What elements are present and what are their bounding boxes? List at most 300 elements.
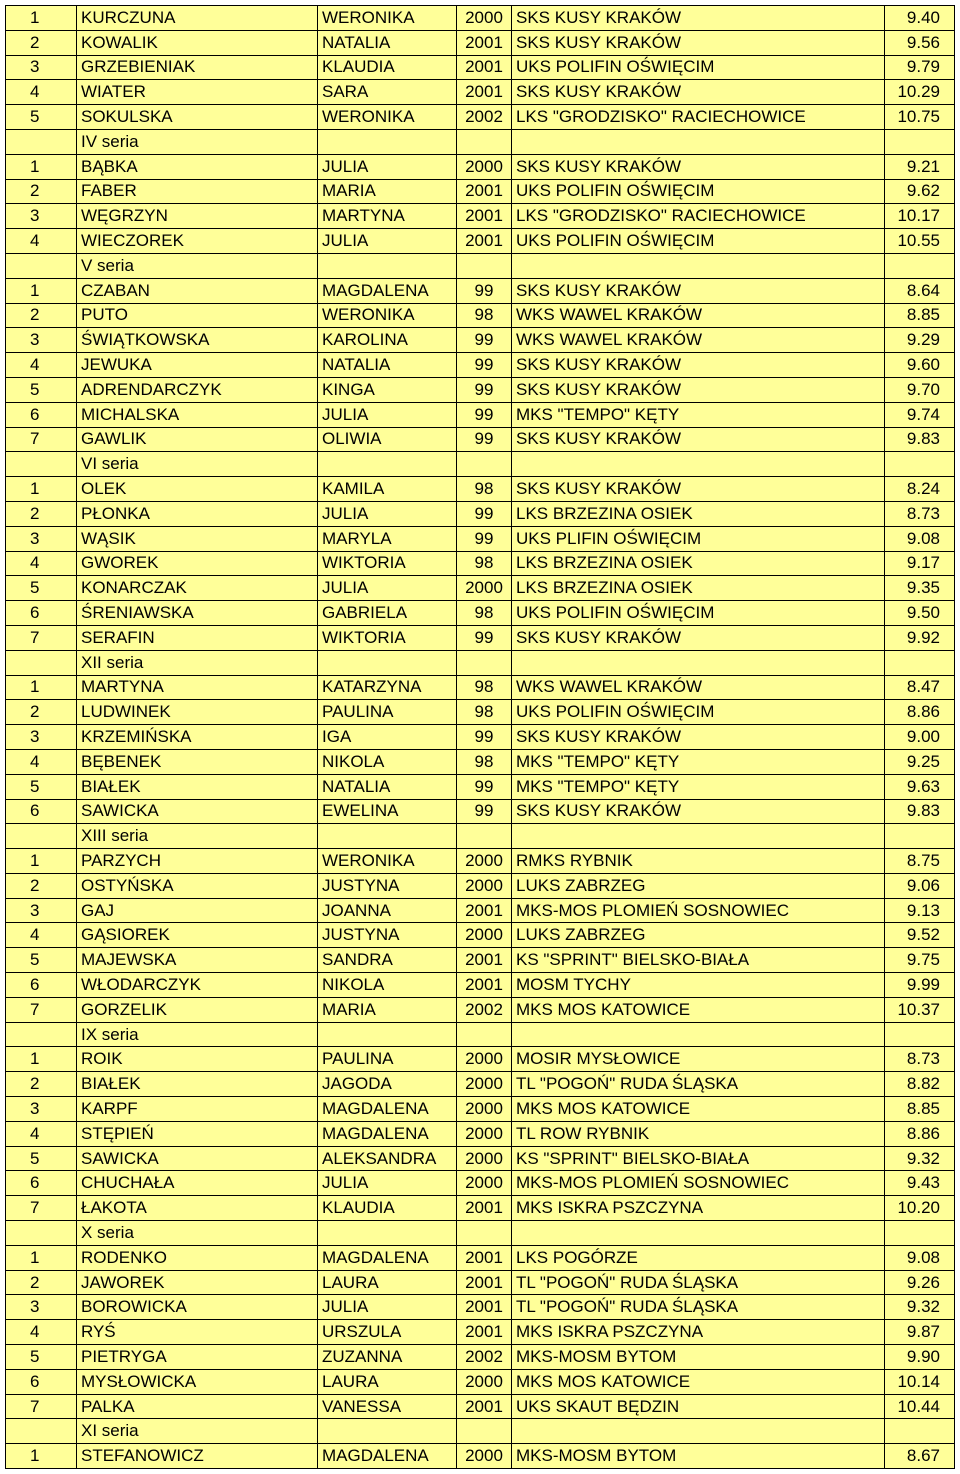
birth-year-cell: 98 bbox=[457, 749, 512, 774]
empty-cell bbox=[885, 452, 955, 477]
birth-year-cell: 99 bbox=[457, 625, 512, 650]
surname-cell: BĘBENEK bbox=[77, 749, 318, 774]
empty-cell bbox=[512, 1022, 885, 1047]
birth-year-cell: 2001 bbox=[457, 229, 512, 254]
time-cell: 9.06 bbox=[885, 873, 955, 898]
series-label: V seria bbox=[77, 253, 318, 278]
first-name-cell: JULIA bbox=[318, 402, 457, 427]
place-cell: 7 bbox=[6, 625, 77, 650]
place-cell: 4 bbox=[6, 353, 77, 378]
result-row bbox=[6, 948, 955, 973]
club-cell: MKS "TEMPO" KĘTY bbox=[512, 749, 885, 774]
first-name-cell: JULIA bbox=[318, 576, 457, 601]
birth-year-cell: 2001 bbox=[457, 1295, 512, 1320]
place-cell: 6 bbox=[6, 1369, 77, 1394]
empty-cell bbox=[457, 650, 512, 675]
series-header-row bbox=[6, 1221, 955, 1246]
first-name-cell: JULIA bbox=[318, 154, 457, 179]
surname-cell: MYSŁOWICKA bbox=[77, 1369, 318, 1394]
birth-year-cell: 2001 bbox=[457, 1196, 512, 1221]
result-row bbox=[6, 1047, 955, 1072]
surname-cell: GORZELIK bbox=[77, 997, 318, 1022]
first-name-cell: JOANNA bbox=[318, 898, 457, 923]
surname-cell: ADRENDARCZYK bbox=[77, 377, 318, 402]
time-cell: 10.55 bbox=[885, 229, 955, 254]
surname-cell: CZABAN bbox=[77, 278, 318, 303]
series-header-row bbox=[6, 452, 955, 477]
surname-cell: PALKA bbox=[77, 1394, 318, 1419]
first-name-cell: WIKTORIA bbox=[318, 625, 457, 650]
surname-cell: CHUCHAŁA bbox=[77, 1171, 318, 1196]
club-cell: MKS-MOS PLOMIEŃ SOSNOWIEC bbox=[512, 898, 885, 923]
birth-year-cell: 98 bbox=[457, 601, 512, 626]
result-row bbox=[6, 774, 955, 799]
result-row bbox=[6, 1171, 955, 1196]
place-cell: 2 bbox=[6, 1270, 77, 1295]
result-row bbox=[6, 477, 955, 502]
place-cell: 4 bbox=[6, 229, 77, 254]
series-label: IV seria bbox=[77, 129, 318, 154]
place-cell: 3 bbox=[6, 725, 77, 750]
surname-cell: ROIK bbox=[77, 1047, 318, 1072]
place-cell bbox=[6, 1022, 77, 1047]
result-row bbox=[6, 377, 955, 402]
place-cell bbox=[6, 1221, 77, 1246]
result-row bbox=[6, 576, 955, 601]
birth-year-cell: 2000 bbox=[457, 1171, 512, 1196]
birth-year-cell: 99 bbox=[457, 526, 512, 551]
first-name-cell: OLIWIA bbox=[318, 427, 457, 452]
surname-cell: ŁAKOTA bbox=[77, 1196, 318, 1221]
result-row bbox=[6, 1369, 955, 1394]
birth-year-cell: 99 bbox=[457, 353, 512, 378]
surname-cell: BIAŁEK bbox=[77, 774, 318, 799]
place-cell: 1 bbox=[6, 675, 77, 700]
empty-cell bbox=[457, 1022, 512, 1047]
result-row bbox=[6, 1245, 955, 1270]
place-cell bbox=[6, 650, 77, 675]
result-row bbox=[6, 700, 955, 725]
club-cell: MKS ISKRA PSZCZYNA bbox=[512, 1196, 885, 1221]
empty-cell bbox=[885, 1022, 955, 1047]
surname-cell: GWOREK bbox=[77, 551, 318, 576]
birth-year-cell: 2000 bbox=[457, 1444, 512, 1469]
empty-cell bbox=[318, 129, 457, 154]
empty-cell bbox=[512, 1419, 885, 1444]
place-cell: 5 bbox=[6, 948, 77, 973]
first-name-cell: PAULINA bbox=[318, 700, 457, 725]
first-name-cell: EWELINA bbox=[318, 799, 457, 824]
time-cell: 8.85 bbox=[885, 303, 955, 328]
result-row bbox=[6, 501, 955, 526]
birth-year-cell: 99 bbox=[457, 501, 512, 526]
birth-year-cell: 2001 bbox=[457, 30, 512, 55]
result-row bbox=[6, 278, 955, 303]
result-row bbox=[6, 229, 955, 254]
first-name-cell: KATARZYNA bbox=[318, 675, 457, 700]
time-cell: 8.86 bbox=[885, 1121, 955, 1146]
club-cell: TL "POGOŃ" RUDA ŚLĄSKA bbox=[512, 1295, 885, 1320]
time-cell: 9.83 bbox=[885, 427, 955, 452]
result-row bbox=[6, 80, 955, 105]
club-cell: SKS KUSY KRAKÓW bbox=[512, 30, 885, 55]
result-row bbox=[6, 328, 955, 353]
surname-cell: MICHALSKA bbox=[77, 402, 318, 427]
result-row bbox=[6, 1121, 955, 1146]
surname-cell: PUTO bbox=[77, 303, 318, 328]
surname-cell: KRZEMIŃSKA bbox=[77, 725, 318, 750]
first-name-cell: KAROLINA bbox=[318, 328, 457, 353]
result-row bbox=[6, 1320, 955, 1345]
result-row bbox=[6, 105, 955, 130]
empty-cell bbox=[318, 1022, 457, 1047]
surname-cell: MARTYNA bbox=[77, 675, 318, 700]
empty-cell bbox=[885, 824, 955, 849]
club-cell: SKS KUSY KRAKÓW bbox=[512, 477, 885, 502]
place-cell: 1 bbox=[6, 1245, 77, 1270]
time-cell: 9.13 bbox=[885, 898, 955, 923]
place-cell: 4 bbox=[6, 80, 77, 105]
time-cell: 10.20 bbox=[885, 1196, 955, 1221]
birth-year-cell: 98 bbox=[457, 303, 512, 328]
result-row bbox=[6, 1097, 955, 1122]
club-cell: UKS POLIFIN OŚWIĘCIM bbox=[512, 700, 885, 725]
birth-year-cell: 2000 bbox=[457, 1121, 512, 1146]
surname-cell: SAWICKA bbox=[77, 1146, 318, 1171]
time-cell: 10.44 bbox=[885, 1394, 955, 1419]
time-cell: 9.92 bbox=[885, 625, 955, 650]
birth-year-cell: 2001 bbox=[457, 204, 512, 229]
place-cell bbox=[6, 824, 77, 849]
place-cell: 6 bbox=[6, 601, 77, 626]
first-name-cell: KLAUDIA bbox=[318, 55, 457, 80]
club-cell: UKS SKAUT BĘDZIN bbox=[512, 1394, 885, 1419]
series-label: IX seria bbox=[77, 1022, 318, 1047]
empty-cell bbox=[512, 1221, 885, 1246]
surname-cell: JAWOREK bbox=[77, 1270, 318, 1295]
club-cell: LKS BRZEZINA OSIEK bbox=[512, 551, 885, 576]
result-row bbox=[6, 402, 955, 427]
series-label: XIII seria bbox=[77, 824, 318, 849]
club-cell: LKS "GRODZISKO" RACIECHOWICE bbox=[512, 105, 885, 130]
series-header-row bbox=[6, 253, 955, 278]
place-cell: 2 bbox=[6, 30, 77, 55]
time-cell: 9.74 bbox=[885, 402, 955, 427]
result-row bbox=[6, 526, 955, 551]
surname-cell: BOROWICKA bbox=[77, 1295, 318, 1320]
empty-cell bbox=[318, 452, 457, 477]
birth-year-cell: 98 bbox=[457, 551, 512, 576]
result-row bbox=[6, 973, 955, 998]
result-row bbox=[6, 1270, 955, 1295]
place-cell: 4 bbox=[6, 551, 77, 576]
first-name-cell: SANDRA bbox=[318, 948, 457, 973]
first-name-cell: JULIA bbox=[318, 501, 457, 526]
time-cell: 10.14 bbox=[885, 1369, 955, 1394]
time-cell: 9.21 bbox=[885, 154, 955, 179]
first-name-cell: NIKOLA bbox=[318, 749, 457, 774]
surname-cell: GAWLIK bbox=[77, 427, 318, 452]
place-cell: 5 bbox=[6, 1345, 77, 1370]
birth-year-cell: 99 bbox=[457, 427, 512, 452]
surname-cell: WIECZOREK bbox=[77, 229, 318, 254]
empty-cell bbox=[457, 824, 512, 849]
club-cell: MKS MOS KATOWICE bbox=[512, 997, 885, 1022]
birth-year-cell: 2002 bbox=[457, 105, 512, 130]
empty-cell bbox=[457, 452, 512, 477]
place-cell: 5 bbox=[6, 1146, 77, 1171]
series-header-row bbox=[6, 1022, 955, 1047]
club-cell: MKS ISKRA PSZCZYNA bbox=[512, 1320, 885, 1345]
surname-cell: OSTYŃSKA bbox=[77, 873, 318, 898]
place-cell: 7 bbox=[6, 997, 77, 1022]
result-row bbox=[6, 6, 955, 31]
surname-cell: GĄSIOREK bbox=[77, 923, 318, 948]
club-cell: RMKS RYBNIK bbox=[512, 849, 885, 874]
birth-year-cell: 98 bbox=[457, 700, 512, 725]
time-cell: 10.29 bbox=[885, 80, 955, 105]
place-cell: 4 bbox=[6, 1121, 77, 1146]
club-cell: LKS POGÓRZE bbox=[512, 1245, 885, 1270]
empty-cell bbox=[318, 650, 457, 675]
birth-year-cell: 2000 bbox=[457, 849, 512, 874]
empty-cell bbox=[457, 1221, 512, 1246]
result-row bbox=[6, 30, 955, 55]
empty-cell bbox=[885, 650, 955, 675]
birth-year-cell: 2001 bbox=[457, 1270, 512, 1295]
first-name-cell: MARYLA bbox=[318, 526, 457, 551]
first-name-cell: NATALIA bbox=[318, 30, 457, 55]
club-cell: LUKS ZABRZEG bbox=[512, 923, 885, 948]
time-cell: 9.43 bbox=[885, 1171, 955, 1196]
first-name-cell: WIKTORIA bbox=[318, 551, 457, 576]
place-cell: 7 bbox=[6, 427, 77, 452]
birth-year-cell: 2001 bbox=[457, 1320, 512, 1345]
surname-cell: PŁONKA bbox=[77, 501, 318, 526]
club-cell: SKS KUSY KRAKÓW bbox=[512, 725, 885, 750]
empty-cell bbox=[512, 452, 885, 477]
place-cell: 3 bbox=[6, 898, 77, 923]
surname-cell: SERAFIN bbox=[77, 625, 318, 650]
place-cell: 3 bbox=[6, 55, 77, 80]
first-name-cell: MAGDALENA bbox=[318, 1444, 457, 1469]
result-row bbox=[6, 179, 955, 204]
result-row bbox=[6, 1444, 955, 1469]
empty-cell bbox=[885, 1221, 955, 1246]
first-name-cell: WERONIKA bbox=[318, 105, 457, 130]
series-label: X seria bbox=[77, 1221, 318, 1246]
birth-year-cell: 99 bbox=[457, 799, 512, 824]
birth-year-cell: 2000 bbox=[457, 1097, 512, 1122]
time-cell: 9.70 bbox=[885, 377, 955, 402]
first-name-cell: ZUZANNA bbox=[318, 1345, 457, 1370]
time-cell: 8.82 bbox=[885, 1072, 955, 1097]
first-name-cell: WERONIKA bbox=[318, 6, 457, 31]
first-name-cell: MAGDALENA bbox=[318, 1097, 457, 1122]
result-row bbox=[6, 1146, 955, 1171]
place-cell: 4 bbox=[6, 923, 77, 948]
club-cell: KS "SPRINT" BIELSKO-BIAŁA bbox=[512, 948, 885, 973]
result-row bbox=[6, 675, 955, 700]
birth-year-cell: 99 bbox=[457, 328, 512, 353]
birth-year-cell: 2000 bbox=[457, 1369, 512, 1394]
surname-cell: KOWALIK bbox=[77, 30, 318, 55]
club-cell: MKS "TEMPO" KĘTY bbox=[512, 402, 885, 427]
series-header-row bbox=[6, 1419, 955, 1444]
club-cell: UKS POLIFIN OŚWIĘCIM bbox=[512, 229, 885, 254]
birth-year-cell: 2001 bbox=[457, 948, 512, 973]
result-row bbox=[6, 1394, 955, 1419]
surname-cell: SAWICKA bbox=[77, 799, 318, 824]
empty-cell bbox=[512, 650, 885, 675]
birth-year-cell: 98 bbox=[457, 477, 512, 502]
club-cell: SKS KUSY KRAKÓW bbox=[512, 80, 885, 105]
empty-cell bbox=[885, 1419, 955, 1444]
club-cell: SKS KUSY KRAKÓW bbox=[512, 6, 885, 31]
place-cell: 1 bbox=[6, 1047, 77, 1072]
surname-cell: WIATER bbox=[77, 80, 318, 105]
place-cell: 3 bbox=[6, 1097, 77, 1122]
place-cell bbox=[6, 1419, 77, 1444]
surname-cell: GRZEBIENIAK bbox=[77, 55, 318, 80]
first-name-cell: VANESSA bbox=[318, 1394, 457, 1419]
time-cell: 9.32 bbox=[885, 1295, 955, 1320]
empty-cell bbox=[512, 129, 885, 154]
result-row bbox=[6, 353, 955, 378]
first-name-cell: JAGODA bbox=[318, 1072, 457, 1097]
series-header-row bbox=[6, 650, 955, 675]
result-row bbox=[6, 551, 955, 576]
surname-cell: WŁODARCZYK bbox=[77, 973, 318, 998]
time-cell: 8.47 bbox=[885, 675, 955, 700]
first-name-cell: JULIA bbox=[318, 229, 457, 254]
series-label: XII seria bbox=[77, 650, 318, 675]
birth-year-cell: 2000 bbox=[457, 1047, 512, 1072]
place-cell: 7 bbox=[6, 1196, 77, 1221]
first-name-cell: MAGDALENA bbox=[318, 278, 457, 303]
surname-cell: STEFANOWICZ bbox=[77, 1444, 318, 1469]
first-name-cell: GABRIELA bbox=[318, 601, 457, 626]
club-cell: SKS KUSY KRAKÓW bbox=[512, 154, 885, 179]
club-cell: WKS WAWEL KRAKÓW bbox=[512, 328, 885, 353]
first-name-cell: JULIA bbox=[318, 1171, 457, 1196]
time-cell: 9.08 bbox=[885, 1245, 955, 1270]
time-cell: 9.75 bbox=[885, 948, 955, 973]
first-name-cell: ALEKSANDRA bbox=[318, 1146, 457, 1171]
time-cell: 9.63 bbox=[885, 774, 955, 799]
result-row bbox=[6, 849, 955, 874]
result-row bbox=[6, 873, 955, 898]
place-cell: 6 bbox=[6, 973, 77, 998]
club-cell: MKS MOS KATOWICE bbox=[512, 1097, 885, 1122]
result-row bbox=[6, 898, 955, 923]
first-name-cell: URSZULA bbox=[318, 1320, 457, 1345]
place-cell: 5 bbox=[6, 105, 77, 130]
time-cell: 9.87 bbox=[885, 1320, 955, 1345]
place-cell: 6 bbox=[6, 799, 77, 824]
first-name-cell: MARIA bbox=[318, 997, 457, 1022]
birth-year-cell: 2001 bbox=[457, 179, 512, 204]
surname-cell: KARPF bbox=[77, 1097, 318, 1122]
time-cell: 9.60 bbox=[885, 353, 955, 378]
time-cell: 9.83 bbox=[885, 799, 955, 824]
first-name-cell: JUSTYNA bbox=[318, 873, 457, 898]
time-cell: 8.85 bbox=[885, 1097, 955, 1122]
time-cell: 9.25 bbox=[885, 749, 955, 774]
time-cell: 8.64 bbox=[885, 278, 955, 303]
result-row bbox=[6, 1196, 955, 1221]
place-cell bbox=[6, 452, 77, 477]
club-cell: LUKS ZABRZEG bbox=[512, 873, 885, 898]
place-cell: 2 bbox=[6, 1072, 77, 1097]
place-cell: 2 bbox=[6, 501, 77, 526]
club-cell: MKS-MOSM BYTOM bbox=[512, 1345, 885, 1370]
first-name-cell: WERONIKA bbox=[318, 303, 457, 328]
series-header-row bbox=[6, 824, 955, 849]
first-name-cell: KINGA bbox=[318, 377, 457, 402]
empty-cell bbox=[457, 129, 512, 154]
club-cell: MOSIR MYSŁOWICE bbox=[512, 1047, 885, 1072]
result-row bbox=[6, 725, 955, 750]
time-cell: 9.32 bbox=[885, 1146, 955, 1171]
birth-year-cell: 99 bbox=[457, 725, 512, 750]
time-cell: 9.50 bbox=[885, 601, 955, 626]
place-cell: 3 bbox=[6, 1295, 77, 1320]
time-cell: 10.37 bbox=[885, 997, 955, 1022]
time-cell: 9.17 bbox=[885, 551, 955, 576]
surname-cell: GAJ bbox=[77, 898, 318, 923]
place-cell: 7 bbox=[6, 1394, 77, 1419]
club-cell: MKS MOS KATOWICE bbox=[512, 1369, 885, 1394]
empty-cell bbox=[318, 824, 457, 849]
time-cell: 9.52 bbox=[885, 923, 955, 948]
time-cell: 8.73 bbox=[885, 501, 955, 526]
empty-cell bbox=[318, 1221, 457, 1246]
club-cell: MKS-MOS PLOMIEŃ SOSNOWIEC bbox=[512, 1171, 885, 1196]
place-cell: 1 bbox=[6, 849, 77, 874]
place-cell: 1 bbox=[6, 278, 77, 303]
time-cell: 9.62 bbox=[885, 179, 955, 204]
results-table bbox=[5, 5, 955, 1469]
club-cell: WKS WAWEL KRAKÓW bbox=[512, 303, 885, 328]
empty-cell bbox=[512, 824, 885, 849]
empty-cell bbox=[318, 1419, 457, 1444]
surname-cell: MAJEWSKA bbox=[77, 948, 318, 973]
surname-cell: ŚRENIAWSKA bbox=[77, 601, 318, 626]
surname-cell: FABER bbox=[77, 179, 318, 204]
time-cell: 10.17 bbox=[885, 204, 955, 229]
birth-year-cell: 2000 bbox=[457, 154, 512, 179]
place-cell: 1 bbox=[6, 6, 77, 31]
result-row bbox=[6, 625, 955, 650]
surname-cell: WĄSIK bbox=[77, 526, 318, 551]
birth-year-cell: 2001 bbox=[457, 80, 512, 105]
empty-cell bbox=[885, 129, 955, 154]
time-cell: 9.79 bbox=[885, 55, 955, 80]
first-name-cell: KAMILA bbox=[318, 477, 457, 502]
surname-cell: JEWUKA bbox=[77, 353, 318, 378]
time-cell: 9.40 bbox=[885, 6, 955, 31]
birth-year-cell: 2000 bbox=[457, 576, 512, 601]
first-name-cell: LAURA bbox=[318, 1369, 457, 1394]
result-row bbox=[6, 1345, 955, 1370]
surname-cell: BĄBKA bbox=[77, 154, 318, 179]
place-cell: 6 bbox=[6, 402, 77, 427]
time-cell: 9.35 bbox=[885, 576, 955, 601]
place-cell: 2 bbox=[6, 700, 77, 725]
empty-cell bbox=[457, 1419, 512, 1444]
club-cell: SKS KUSY KRAKÓW bbox=[512, 278, 885, 303]
